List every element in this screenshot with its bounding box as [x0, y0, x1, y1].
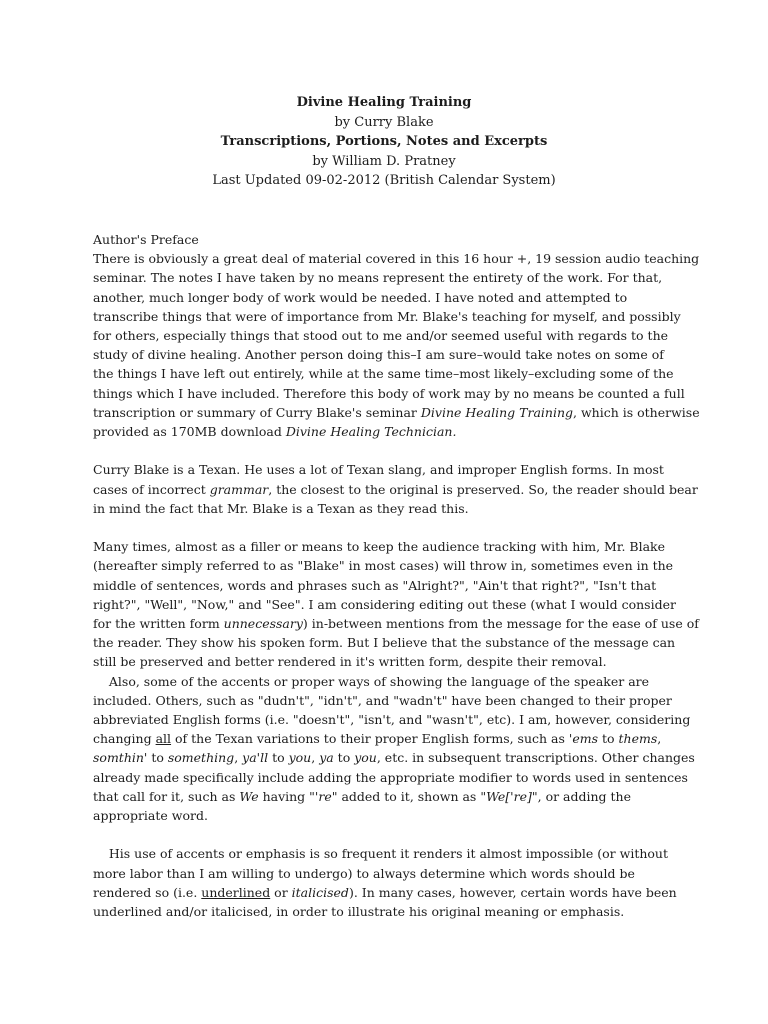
- text-line: more labor than I am willing to undergo) to always determine which words should be: [93, 865, 635, 881]
- text-line: changing all of the Texan variations to their proper English forms, such as 'ems to thems,: [93, 731, 662, 747]
- text-line: that call for it, such as We having "'re" added to it, shown as "We['re]", or adding the: [93, 788, 631, 804]
- paragraph-3: [93, 537, 699, 825]
- text-line: the things I have left out entirely, while at the same time–most likely–excluding some of the: [93, 366, 674, 382]
- last-updated: Last Updated 09-02-2012 (British Calendar System): [212, 173, 556, 188]
- text-line: rendered so (i.e. underlined or italicised). In many cases, however, certain words have been: [93, 884, 677, 900]
- text-line: transcribe things that were of importance from Mr. Blake's teaching for myself, and possibly: [93, 308, 681, 324]
- text-line: Many times, almost as a filler or means to keep the audience tracking with him, Mr. Blake: [93, 539, 666, 555]
- text-line: right?", "Well", "Now," and "See". I am considering editing out these (what I would consider: [93, 596, 676, 612]
- text-line: things which I have included. Therefore this body of work may by no means be counted a full: [93, 385, 685, 401]
- text-line: in mind the fact that Mr. Blake is a Texan as they read this.: [93, 500, 469, 516]
- text-line: still be preserved and better rendered in it's written form, despite their removal.: [93, 654, 607, 670]
- text-line: middle of sentences, words and phrases such as "Alright?", "Ain't that right?", "Isn't that: [93, 577, 657, 593]
- text-line: His use of accents or emphasis is so frequent it renders it almost impossible (or without: [93, 846, 668, 862]
- text-line: There is obviously a great deal of material covered in this 16 hour +, 19 session audio teaching: [93, 251, 700, 267]
- text-line: provided as 170MB download Divine Healing Technician.: [93, 424, 457, 440]
- text-line: for the written form unnecessary) in-between mentions from the message for the ease of use of: [93, 616, 699, 632]
- paragraph-2: [93, 460, 698, 518]
- text-line: study of divine healing. Another person doing this–I am sure–would take notes on some of: [93, 347, 664, 363]
- text-line: included. Others, such as "dudn't", "idn't", and "wadn't" have been changed to their proper: [93, 692, 672, 708]
- transcriber-line: by William D. Pratney: [312, 153, 456, 169]
- text-line: another, much longer body of work would be needed. I have noted and attempted to: [93, 289, 628, 305]
- download-title: Divine Healing Technician.: [285, 424, 457, 440]
- paragraph-4: [93, 844, 693, 921]
- text-line: (hereafter simply referred to as "Blake" in most cases) will throw in, sometimes even in the: [93, 558, 674, 574]
- author-line: by Curry Blake: [334, 114, 434, 130]
- text-line: underlined and/or italicised, in order to illustrate his original meaning or emphasis.: [93, 904, 625, 920]
- text-line: abbreviated English forms (i.e. "doesn't", "isn't, and "wasn't", etc). I am, however, considering: [93, 712, 691, 728]
- document-title: Divine Healing Training: [296, 95, 472, 110]
- text-line: the reader. They show his spoken form. But I believe that the substance of the message can: [93, 635, 676, 651]
- text-line: transcription or summary of Curry Blake's seminar Divine Healing Training, which is otherwise: [93, 404, 700, 420]
- text-line: already made specifically include adding the appropriate modifier to words used in sentences: [93, 769, 688, 785]
- seminar-title: Divine Healing Training: [420, 404, 573, 420]
- text-line: Also, some of the accents or proper ways of showing the language of the speaker are: [93, 673, 650, 689]
- text-line: Curry Blake is a Texan. He uses a lot of Texan slang, and improper English forms. In most: [93, 462, 664, 478]
- text-line: appropriate word.: [93, 808, 208, 824]
- text-line: seminar. The notes I have taken by no means represent the entirety of the work. For that,: [93, 270, 663, 286]
- text-line: for others, especially things that stood out to me and/or seemed useful with regards to the: [93, 328, 669, 344]
- text-line: somthin' to something, ya'll to you, ya to you, etc. in subsequent transcriptions. Other changes: [93, 750, 695, 766]
- text-line: cases of incorrect grammar, the closest to the original is preserved. So, the reader should bear: [93, 481, 698, 497]
- preface-body: [93, 230, 700, 921]
- document-subtitle: Transcriptions, Portions, Notes and Excerpts: [220, 134, 548, 149]
- document-header: [0, 93, 768, 191]
- preface-heading: Author's Preface: [93, 232, 199, 247]
- paragraph-1: [93, 249, 700, 441]
